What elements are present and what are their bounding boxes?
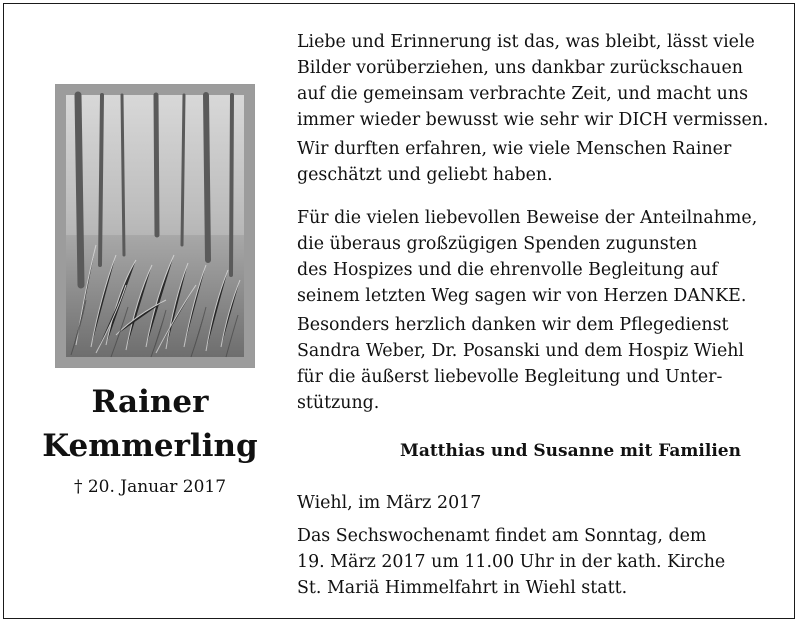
text-line: geschätzt und geliebt haben. (297, 165, 553, 185)
text-line: Liebe und Erinnerung ist das, was bleibt, lässt viele (297, 32, 755, 52)
first-name: Rainer (91, 384, 209, 420)
text-line: seinem letzten Weg sagen wir von Herzen DANKE. (297, 286, 747, 306)
paragraph-mass-announcement (297, 523, 777, 601)
text-line: Besonders herzlich danken wir dem Pflegedienst (297, 315, 729, 335)
text-line: Das Sechswochenamt findet am Sonntag, dem (297, 526, 707, 546)
paragraph-special-thanks (297, 312, 777, 416)
text-line: St. Mariä Himmelfahrt in Wiehl statt. (297, 578, 628, 598)
memorial-photo (55, 84, 255, 368)
paragraph-remembrance (297, 29, 777, 133)
place-date (297, 490, 777, 516)
paragraph-appreciation (297, 136, 777, 188)
text-line: Wiehl, im März 2017 (297, 493, 482, 513)
text-line: stützung. (297, 393, 380, 413)
text-line: für die äußerst liebevolle Begleitung und Unter- (297, 367, 723, 387)
paragraph-thanks (297, 205, 777, 309)
forest-grass-photo (56, 85, 254, 367)
last-name: Kemmerling (42, 428, 258, 464)
text-line: des Hospizes und die ehrenvolle Begleitung auf (297, 260, 718, 280)
text-line: Wir durften erfahren, wie viele Menschen Rainer (297, 139, 732, 159)
death-date: † 20. Januar 2017 (73, 477, 227, 497)
text-line: auf die gemeinsam verbrachte Zeit, und macht uns (297, 84, 749, 104)
text-line: immer wieder bewusst wie sehr wir DICH vermissen. (297, 110, 769, 130)
text-line: die überaus großzügigen Spenden zugunsten (297, 234, 698, 254)
family-signature: Matthias und Susanne mit Familien (400, 441, 741, 461)
text-line: Sandra Weber, Dr. Posanski und dem Hospiz Wiehl (297, 341, 744, 361)
text-line: 19. März 2017 um 11.00 Uhr in der kath. Kirche (297, 552, 726, 572)
text-line: Für die vielen liebevollen Beweise der Anteilnahme, (297, 208, 758, 228)
text-line: Bilder vorüberziehen, uns dankbar zurückschauen (297, 58, 743, 78)
